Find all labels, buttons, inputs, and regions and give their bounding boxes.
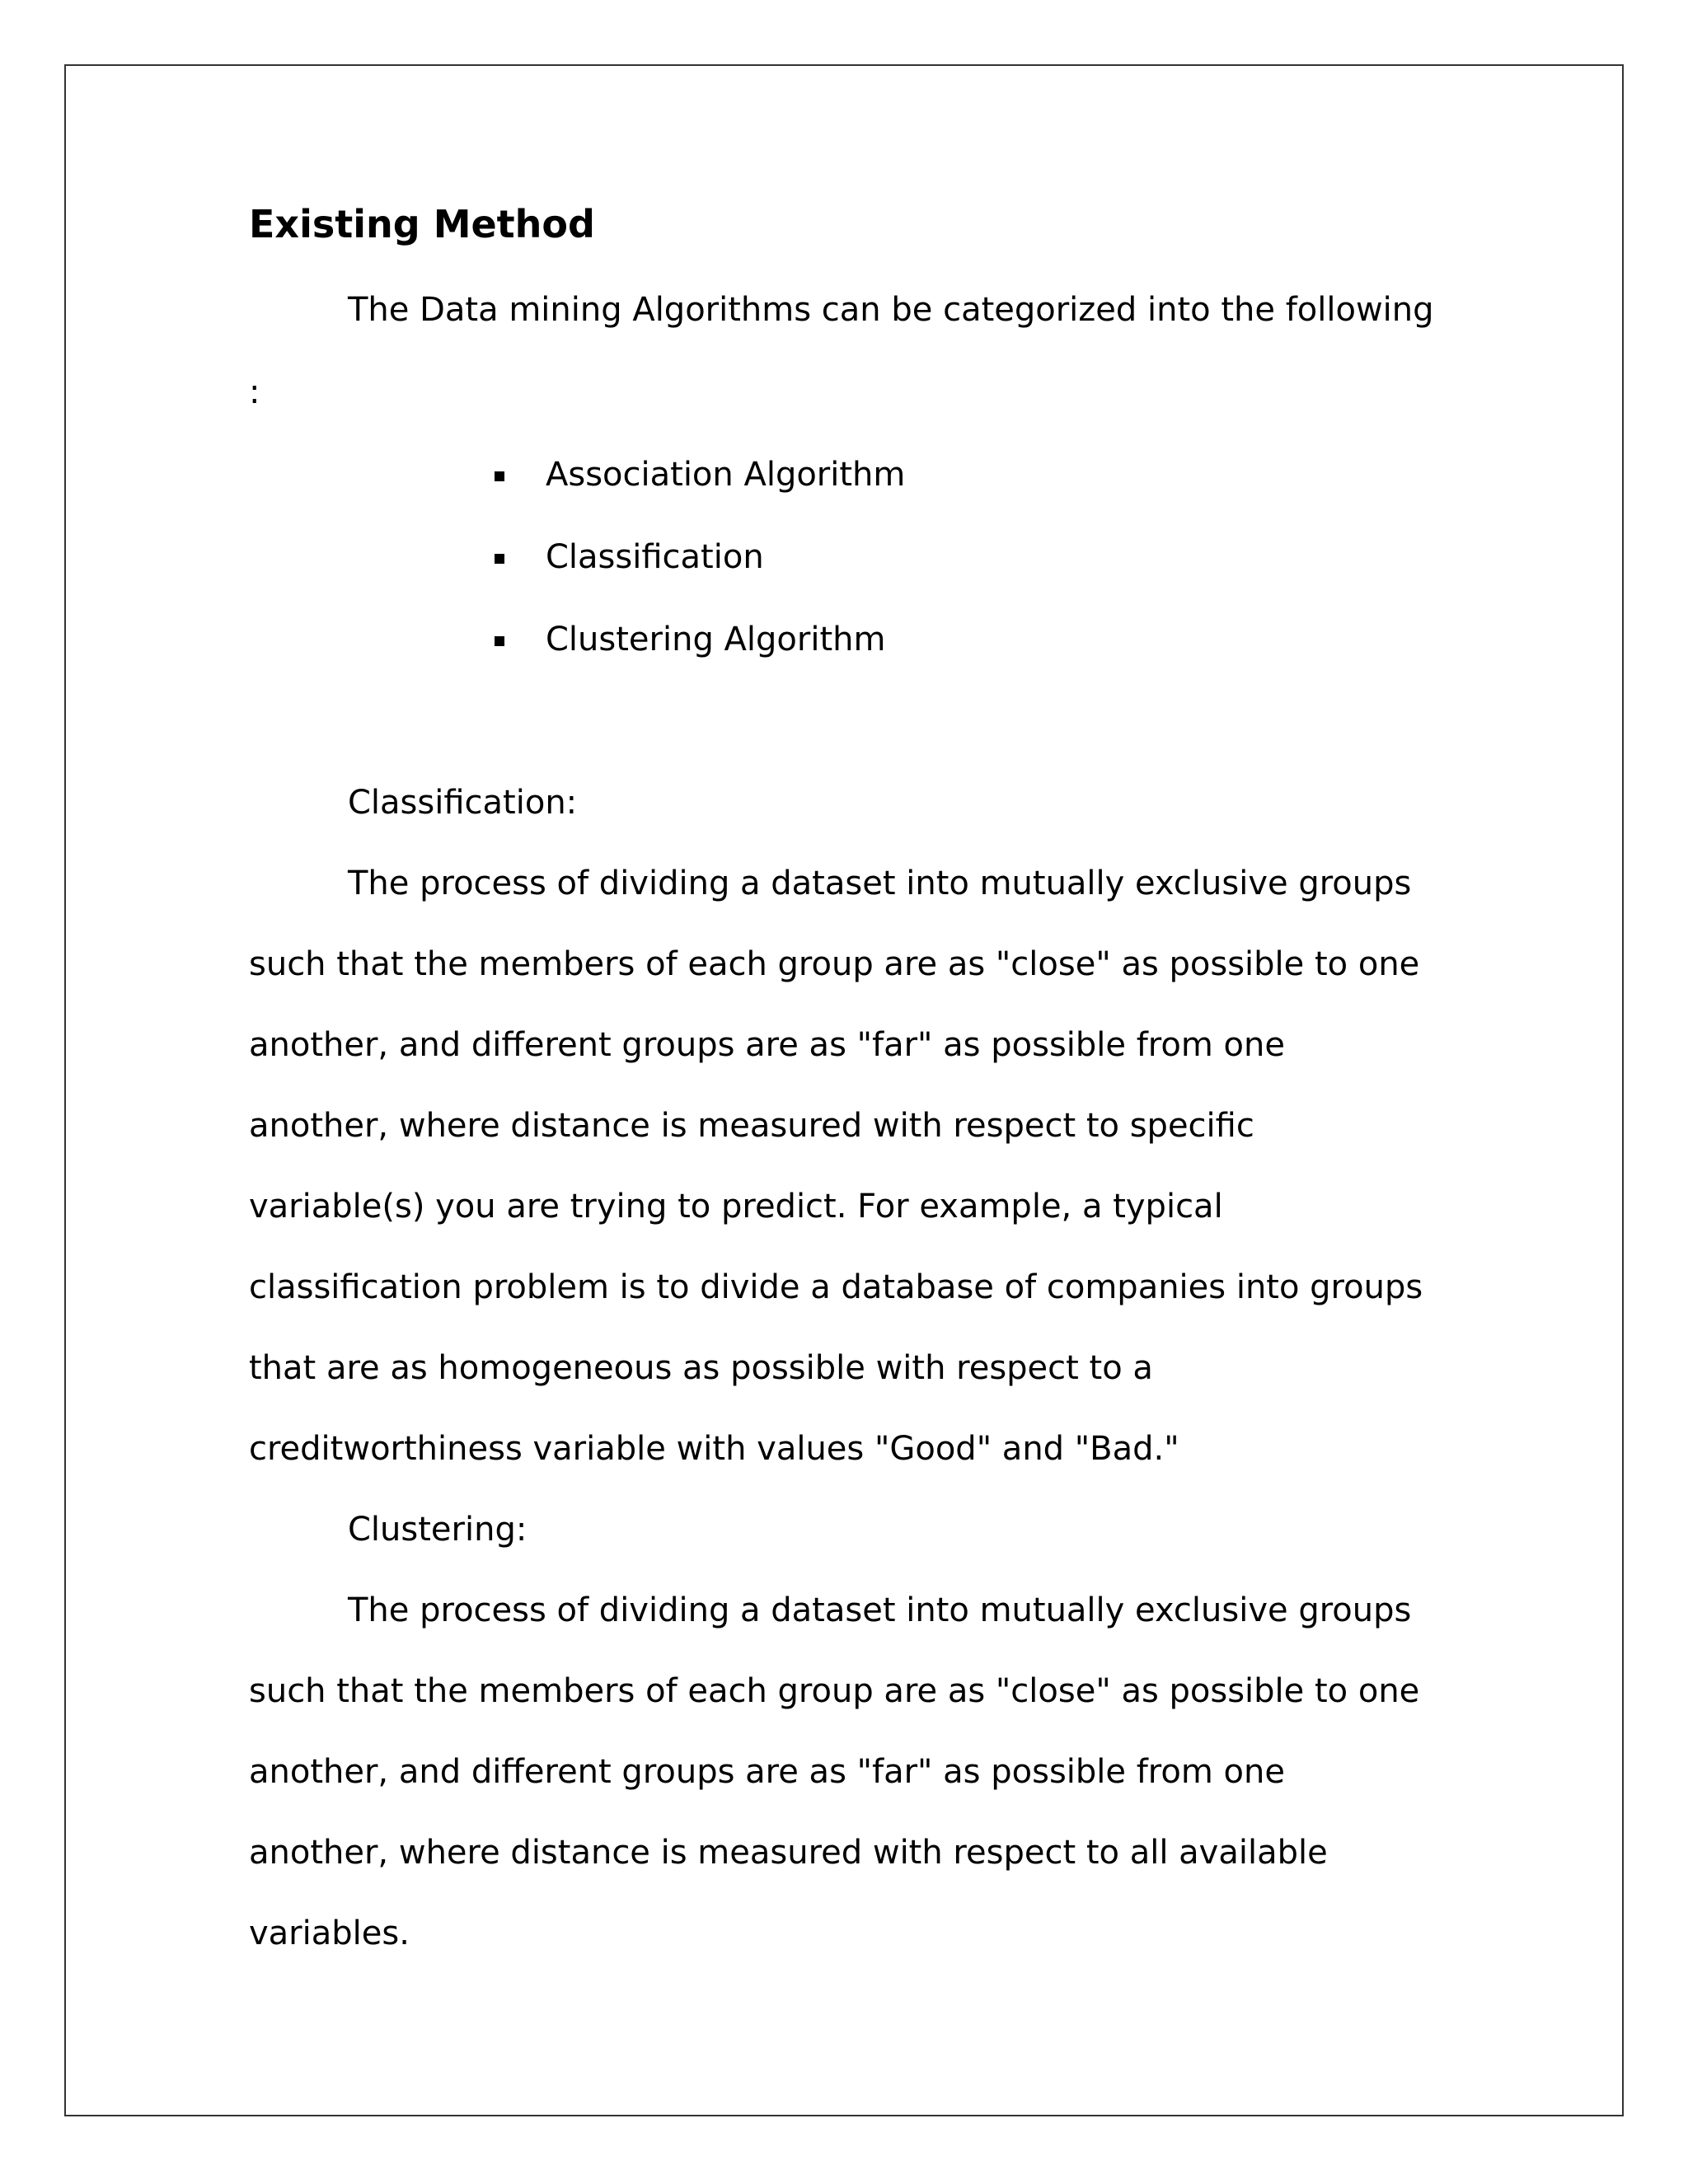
classification-line: classification problem is to divide a database of companies into groups bbox=[249, 1268, 1423, 1306]
clustering-line: variables. bbox=[249, 1915, 410, 1952]
algorithm-list bbox=[495, 453, 905, 701]
classification-line: The process of dividing a dataset into mutually exclusive groups bbox=[348, 865, 1412, 902]
list-item bbox=[495, 536, 905, 618]
clustering-line: such that the members of each group are as "close" as possible to one bbox=[249, 1672, 1420, 1710]
clustering-line: another, where distance is measured with respect to all available bbox=[249, 1834, 1328, 1872]
list-item bbox=[495, 453, 905, 536]
square-bullet-icon bbox=[495, 554, 504, 564]
intro-line: The Data mining Algorithms can be categorized into the following bbox=[348, 291, 1434, 329]
list-item-label: Classification bbox=[546, 538, 764, 576]
list-item-label: Clustering Algorithm bbox=[546, 621, 886, 658]
clustering-line: another, and different groups are as "far" as possible from one bbox=[249, 1753, 1285, 1791]
classification-line: creditworthiness variable with values "Good" and "Bad." bbox=[249, 1430, 1179, 1468]
square-bullet-icon bbox=[495, 636, 504, 646]
classification-line: another, and different groups are as "far" as possible from one bbox=[249, 1026, 1285, 1064]
classification-label: Classification: bbox=[348, 784, 578, 822]
section-heading: Existing Method bbox=[249, 202, 595, 246]
classification-line: such that the members of each group are as "close" as possible to one bbox=[249, 945, 1420, 983]
page-border bbox=[64, 64, 1624, 2116]
intro-colon: : bbox=[249, 373, 260, 411]
classification-line: variable(s) you are trying to predict. For example, a typical bbox=[249, 1188, 1223, 1226]
clustering-line: The process of dividing a dataset into mutually exclusive groups bbox=[348, 1591, 1412, 1629]
square-bullet-icon bbox=[495, 471, 504, 481]
classification-line: that are as homogeneous as possible with respect to a bbox=[249, 1349, 1153, 1387]
classification-line: another, where distance is measured with respect to specific bbox=[249, 1107, 1254, 1145]
list-item-label: Association Algorithm bbox=[546, 456, 906, 494]
list-item bbox=[495, 618, 905, 701]
clustering-label: Clustering: bbox=[348, 1511, 528, 1549]
